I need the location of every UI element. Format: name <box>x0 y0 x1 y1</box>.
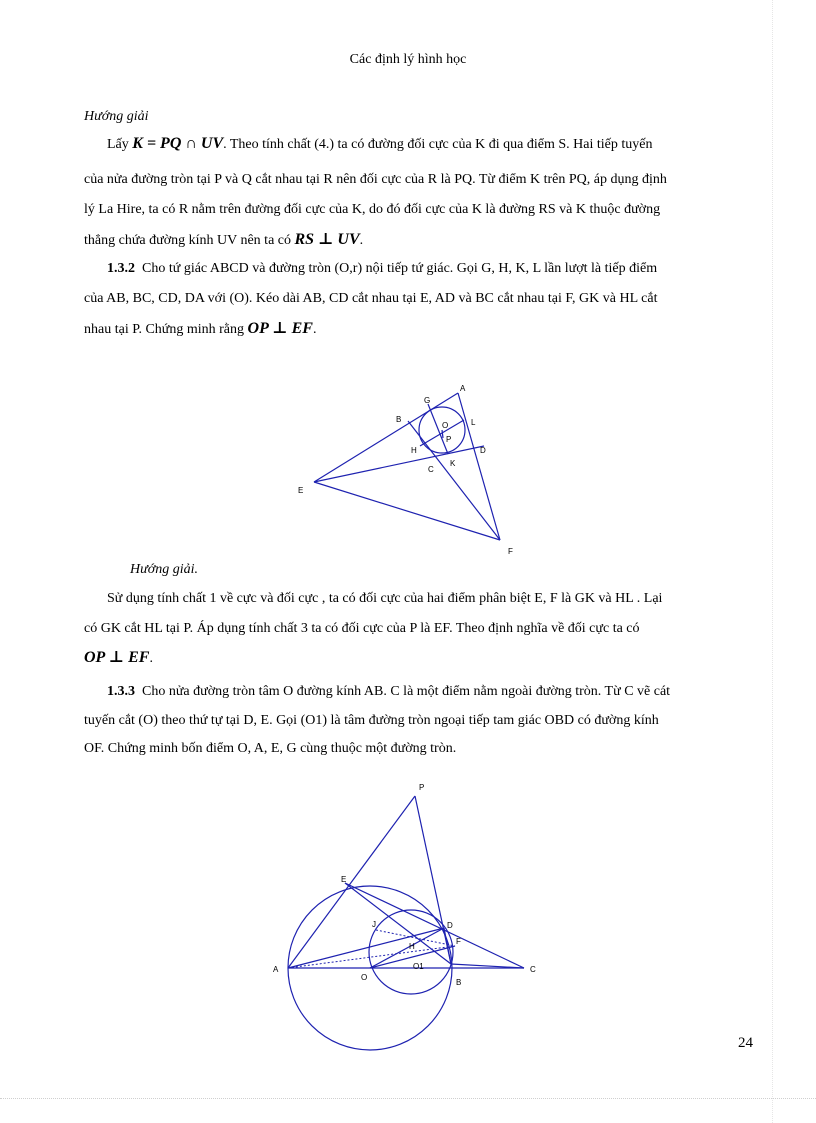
label-E: E <box>298 486 304 495</box>
paragraph-line: của nửa đường tròn tại P và Q cắt nhau tại R nên đối cực của R là PQ. Từ điểm K trên PQ, áp dụng định <box>84 172 667 187</box>
paragraph-line: tuyến cắt (O) theo thứ tự tại D, E. Gọi (O1) là tâm đường tròn ngoại tiếp tam giác OBD có đường kính <box>84 713 659 728</box>
label-A: A <box>273 965 279 974</box>
label-D: D <box>480 446 486 455</box>
paragraph-line: lý La Hire, ta có R nằm trên đường đối cực của K, do đó đối cực của K là đường RS và K thuộc đường <box>84 202 661 217</box>
line-OD <box>370 928 444 968</box>
paragraph-line: nhau tại P. Chứng minh rằng OP ⊥ EF. <box>84 320 317 337</box>
label-E: E <box>341 875 347 884</box>
paragraph-line: OP ⊥ EF. <box>84 649 153 666</box>
label-P: P <box>419 783 425 792</box>
problem-statement: 1.3.2 Cho tứ giác ABCD và đường tròn (O,r) nội tiếp tứ giác. Gọi G, H, K, L lần lượt là tiếp điểm <box>107 261 658 276</box>
paragraph-line: thẳng chứa đường kính UV nên ta có RS ⊥ UV. <box>84 231 364 248</box>
label-P: P <box>446 435 452 444</box>
page-number: 24 <box>738 1035 753 1051</box>
math-expression: K = PQ ∩ UV <box>132 135 224 152</box>
label-A: A <box>460 384 466 393</box>
footer-rule <box>0 1098 816 1099</box>
paragraph-line: Lấy K = PQ ∩ UV. Theo tính chất (4.) ta có đường đối cực của K đi qua điểm S. Hai tiếp tuyến <box>107 135 653 152</box>
solution-heading: Hướng giải. <box>130 562 198 577</box>
label-C: C <box>530 965 536 974</box>
label-J: J <box>372 920 376 929</box>
label-G: G <box>424 396 431 405</box>
label-O1: O1 <box>413 962 424 971</box>
label-C: C <box>428 465 434 474</box>
label-K: K <box>450 459 456 468</box>
label-F: F <box>456 937 461 946</box>
line-AP <box>288 796 415 968</box>
math-expression: OP ⊥ EF <box>84 649 150 666</box>
paragraph-line: Sử dụng tính chất 1 về cực và đối cực , ta có đối cực của hai điểm phân biệt E, F là GK và HL . Lại <box>107 591 663 606</box>
math-expression: RS ⊥ UV <box>294 231 360 248</box>
paragraph-line: có GK cắt HL tại P. Áp dụng tính chất 3 ta có đối cực của P là EF. Theo định nghĩa về đối cực ta có <box>84 621 640 636</box>
label-D: D <box>447 921 453 930</box>
page-header: Các định lý hình học <box>349 52 467 67</box>
problem-number: 1.3.3 <box>107 684 135 699</box>
line-EB <box>345 883 451 964</box>
paragraph-line: OF. Chứng minh bốn điểm O, A, E, G cùng thuộc một đường tròn. <box>84 741 457 756</box>
paragraph-line: của AB, BC, CD, DA với (O). Kéo dài AB, CD cắt nhau tại E, AD và BC cắt nhau tại F, GK và HL cắt <box>84 291 658 306</box>
label-B: B <box>456 978 462 987</box>
problem-number: 1.3.2 <box>107 261 135 276</box>
label-B: B <box>396 415 402 424</box>
problem-statement: 1.3.3 Cho nửa đường tròn tâm O đường kính AB. C là một điểm nằm ngoài đường tròn. Từ C vẽ cát <box>107 684 671 699</box>
label-H: H <box>409 942 415 951</box>
solution-heading: Hướng giải <box>84 109 149 124</box>
label-O: O <box>361 973 368 982</box>
label-L: L <box>471 418 476 427</box>
label-H: H <box>411 446 417 455</box>
label-F: F <box>508 547 513 556</box>
label-O: O <box>442 421 449 430</box>
math-expression: OP ⊥ EF <box>247 320 313 337</box>
